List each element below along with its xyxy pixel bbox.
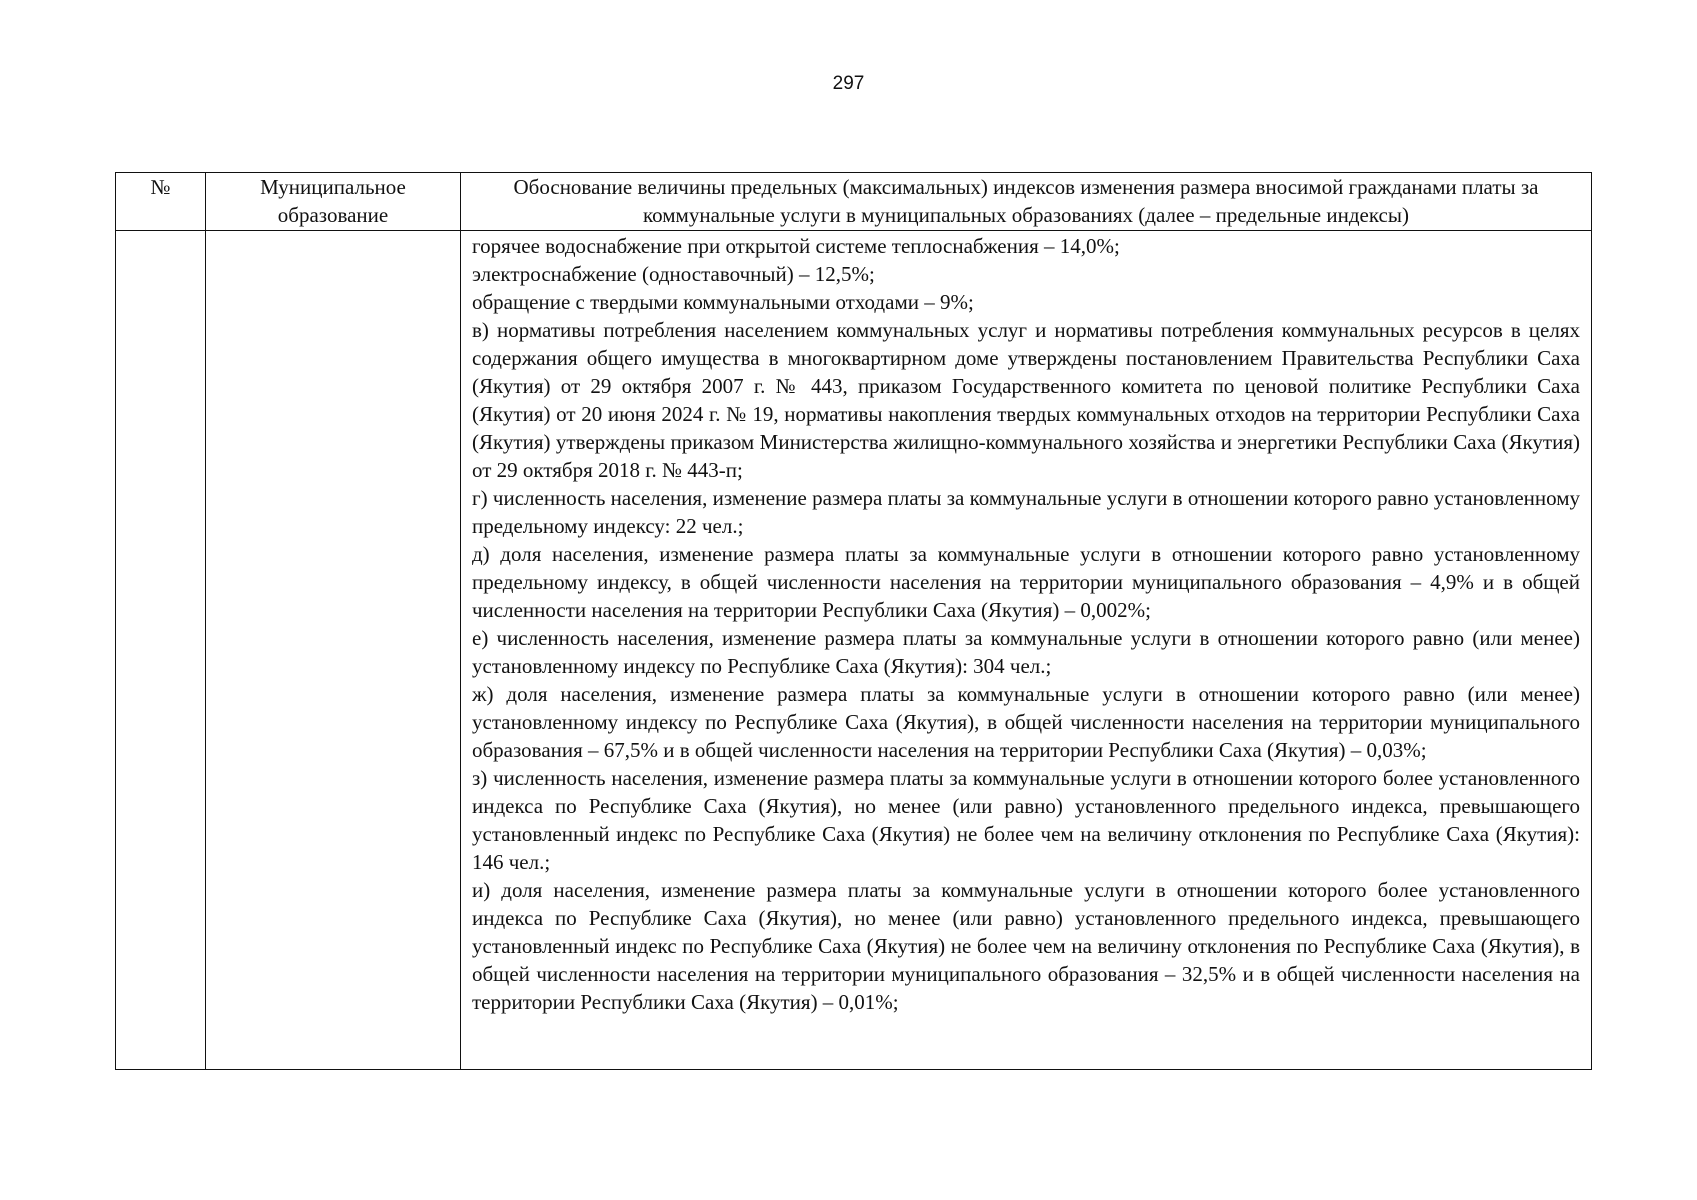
paragraph-item-zh: ж) доля населения, изменение размера платы за коммунальные услуги в отношении которого равно (или менее) установленному индексу по Республике Саха (Якутия), в общей численности населения на территории муниципального образования – 67,5% и в общей численности населения на территории Республики Саха (Якутия) – 0,03%; — [472, 682, 1580, 762]
header-number: № — [116, 173, 206, 231]
paragraph-electricity: электроснабжение (одноставочный) – 12,5%; — [472, 262, 875, 286]
cell-justification — [461, 231, 1592, 1070]
page-number: 297 — [832, 73, 865, 94]
cell-municipality — [206, 231, 461, 1070]
paragraph-item-d: д) доля населения, изменение размера платы за коммунальные услуги в отношении которого равно установленному предельному индексу, в общей численности населения на территории муниципального образования – 4,9% и в общей численности населения на территории Республики Саха (Якутия) – 0,002%; — [472, 542, 1580, 622]
header-justification: Обоснование величины предельных (максимальных) индексов изменения размера вносимой гражданами платы за коммунальные услуги в муниципальных образованиях (далее – предельные индексы) — [461, 173, 1592, 231]
cell-number — [116, 231, 206, 1070]
paragraph-item-g: г) численность населения, изменение размера платы за коммунальные услуги в отношении которого равно установленному предельному индексу: 22 чел.; — [472, 486, 1580, 538]
paragraph-hot-water: горячее водоснабжение при открытой системе теплоснабжения – 14,0%; — [472, 234, 1120, 258]
paragraph-item-v: в) нормативы потребления населением коммунальных услуг и нормативы потребления коммунальных ресурсов в целях содержания общего имущества в многоквартирном доме утверждены постановлением Правительства Республики Саха (Якутия) от 29 октября 2007 г. № 443, приказом Государственного комитета по ценовой политике Республики Саха (Якутия) от 20 июня 2024 г. № 19, нормативы накопления твердых коммунальных отходов на территории Республики Саха (Якутия) утверждены приказом Министерства жилищно-коммунального хозяйства и энергетики Республики Саха (Якутия) от 29 октября 2018 г. № 443-п; — [472, 318, 1580, 482]
paragraph-item-z: з) численность населения, изменение размера платы за коммунальные услуги в отношении которого более установленного индекса по Республике Саха (Якутия), но менее (или равно) установленного предельного индекса, превышающего установленный индекс по Республике Саха (Якутия) не более чем на величину отклонения по Республике Саха (Якутия): 146 чел.; — [472, 766, 1580, 874]
paragraph-solid-waste: обращение с твердыми коммунальными отходами – 9%; — [472, 290, 974, 314]
paragraph-item-i: и) доля населения, изменение размера платы за коммунальные услуги в отношении которого более установленного индекса по Республике Саха (Якутия), но менее (или равно) установленного предельного индекса, превышающего установленный индекс по Республике Саха (Якутия) не более чем на величину отклонения по Республике Саха (Якутия), в общей численности населения на территории муниципального образования – 32,5% и в общей численности населения на территории Республики Саха (Якутия) – 0,01%; — [472, 878, 1580, 1014]
header-municipality: Муниципальное образование — [206, 173, 461, 231]
table-row — [116, 231, 1592, 1070]
table-header-row — [116, 173, 1592, 231]
justification-table — [115, 172, 1592, 1070]
paragraph-item-e: е) численность населения, изменение размера платы за коммунальные услуги в отношении которого равно (или менее) установленному индексу по Республике Саха (Якутия): 304 чел.; — [472, 626, 1580, 678]
